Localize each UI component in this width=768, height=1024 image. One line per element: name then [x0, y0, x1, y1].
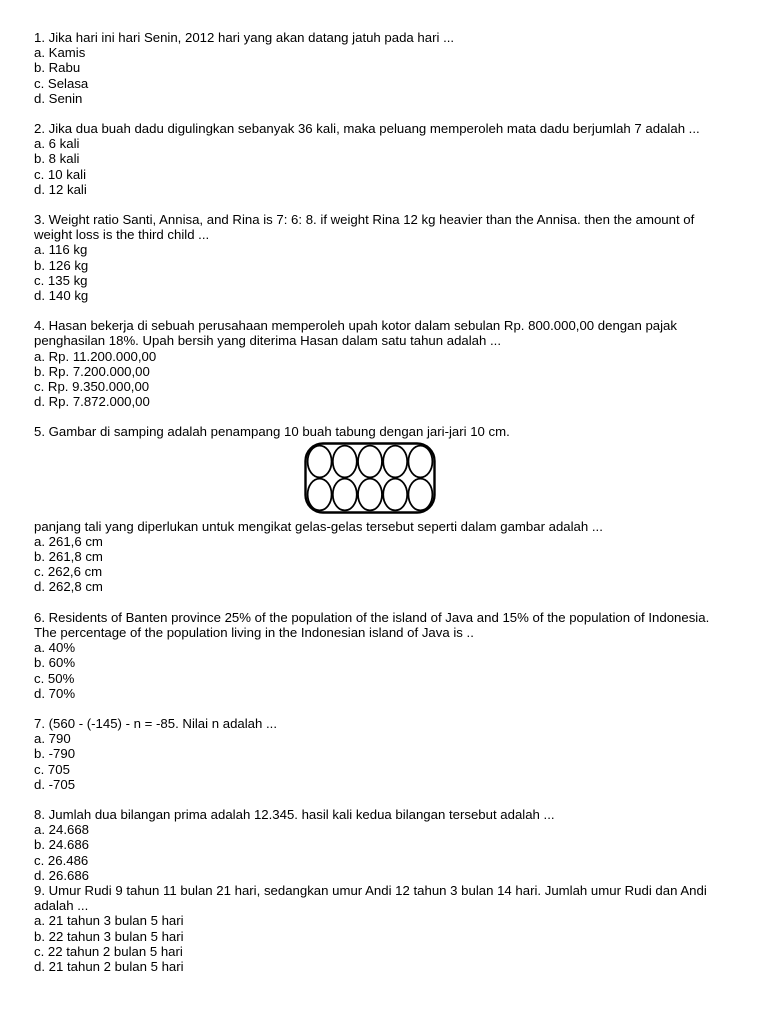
- question-4: [34, 318, 734, 409]
- tube-circle: [333, 478, 357, 510]
- question-6-option-a: a. 40%: [34, 640, 76, 656]
- question-8-option-d: d. 26.686: [34, 867, 89, 883]
- question-9-option-b: b. 22 tahun 3 bulan 5 hari: [34, 928, 184, 944]
- question-4-text: 4. Hasan bekerja di sebuah perusahaan memperoleh upah kotor dalam sebulan Rp. 800.000,00 dengan pajak penghasilan 18%. Upah bersih yang diterima Hasan dalam satu tahun adalah ...: [34, 318, 677, 349]
- question-4-option-d: d. Rp. 7.872.000,00: [34, 394, 150, 410]
- question-1-text: 1. Jika hari ini hari Senin, 2012 hari yang akan datang jatuh pada hari ...: [34, 30, 455, 45]
- question-4-option-c: c. Rp. 9.350.000,00: [34, 379, 150, 395]
- tube-circle: [358, 478, 382, 510]
- question-7-option-a: a. 790: [34, 731, 71, 747]
- question-9-option-d: d. 21 tahun 2 bulan 5 hari: [34, 958, 184, 974]
- tube-circle: [383, 445, 407, 477]
- question-5-option-d: d. 262,8 cm: [34, 579, 103, 595]
- question-1-option-c: c. Selasa: [34, 75, 89, 91]
- tube-circle: [358, 445, 382, 477]
- question-5-option-c: c. 262,6 cm: [34, 564, 103, 580]
- question-6-option-d: d. 70%: [34, 685, 76, 701]
- question-6-text: 6. Residents of Banten province 25% of the population of the island of Java and 15% of the population of Indonesia. The percentage of the population living in the Indonesian island of Java is ..: [34, 609, 710, 640]
- question-9-text: 9. Umur Rudi 9 tahun 11 bulan 21 hari, sedangkan umur Andi 12 tahun 3 bulan 14 hari. Jumlah umur Rudi dan Andi adalah ...: [34, 882, 707, 914]
- question-5-text-continued: panjang tali yang diperlukan untuk mengikat gelas-gelas tersebut seperti dalam gambar adalah ...: [34, 518, 603, 534]
- question-5-option-b: b. 261,8 cm: [34, 549, 103, 565]
- tube-circle: [308, 478, 332, 510]
- question-8-option-a: a. 24.668: [34, 822, 89, 838]
- question-8-option-b: b. 24.686: [34, 837, 89, 853]
- question-9: [34, 883, 734, 974]
- question-3: [34, 212, 734, 303]
- tube-circle: [308, 445, 332, 477]
- question-5-text: 5. Gambar di samping adalah penampang 10 buah tabung dengan jari-jari 10 cm.: [34, 424, 510, 440]
- question-2-text: 2. Jika dua buah dadu digulingkan sebanyak 36 kali, maka peluang memperoleh mata dadu berjumlah 7 adalah ...: [34, 121, 700, 137]
- question-7: [34, 716, 734, 792]
- question-7-text: 7. (560 - (-145) - n = -85. Nilai n adalah ...: [34, 715, 277, 731]
- question-6: [34, 610, 734, 701]
- question-8: [34, 807, 734, 883]
- question-1-option-a: a. Kamis: [34, 45, 86, 61]
- question-5-option-a: a. 261,6 cm: [34, 533, 103, 549]
- question-2-option-d: d. 12 kali: [34, 181, 87, 197]
- tube-circle: [408, 445, 432, 477]
- question-3-option-d: d. 140 kg: [34, 288, 89, 304]
- tube-circle: [408, 478, 432, 510]
- tubes-cross-section-figure: [304, 442, 436, 514]
- worksheet: [34, 30, 734, 989]
- question-2-option-c: c. 10 kali: [34, 166, 87, 182]
- question-4-option-b: b. Rp. 7.200.000,00: [34, 363, 150, 379]
- tube-circle: [333, 445, 357, 477]
- question-9-option-a: a. 21 tahun 3 bulan 5 hari: [34, 913, 184, 929]
- question-4-option-a: a. Rp. 11.200.000,00: [34, 348, 157, 364]
- question-9-option-c: c. 22 tahun 2 bulan 5 hari: [34, 943, 183, 959]
- question-7-option-d: d. -705: [34, 776, 76, 792]
- question-2-option-b: b. 8 kali: [34, 151, 80, 167]
- question-1-option-b: b. Rabu: [34, 60, 81, 76]
- question-1: [34, 30, 734, 106]
- question-1-option-d: d. Senin: [34, 90, 83, 106]
- question-2-option-a: a. 6 kali: [34, 136, 80, 152]
- question-3-option-c: c. 135 kg: [34, 272, 88, 288]
- question-3-option-b: b. 126 kg: [34, 257, 89, 273]
- question-3-text: 3. Weight ratio Santi, Annisa, and Rina is 7: 6: 8. if weight Rina 12 kg heavier than the Annisa. then the amount of weight loss is the third child ...: [34, 212, 695, 243]
- question-2: [34, 121, 734, 197]
- question-3-option-a: a. 116 kg: [34, 242, 88, 258]
- question-6-option-c: c. 50%: [34, 670, 75, 686]
- tube-circle: [383, 478, 407, 510]
- question-5: [34, 424, 734, 594]
- question-6-option-b: b. 60%: [34, 655, 76, 671]
- question-7-option-b: b. -790: [34, 746, 76, 762]
- question-7-option-c: c. 705: [34, 761, 70, 777]
- question-8-text: 8. Jumlah dua bilangan prima adalah 12.345. hasil kali kedua bilangan tersebut adalah ...: [34, 806, 555, 822]
- question-8-option-c: c. 26.486: [34, 852, 89, 868]
